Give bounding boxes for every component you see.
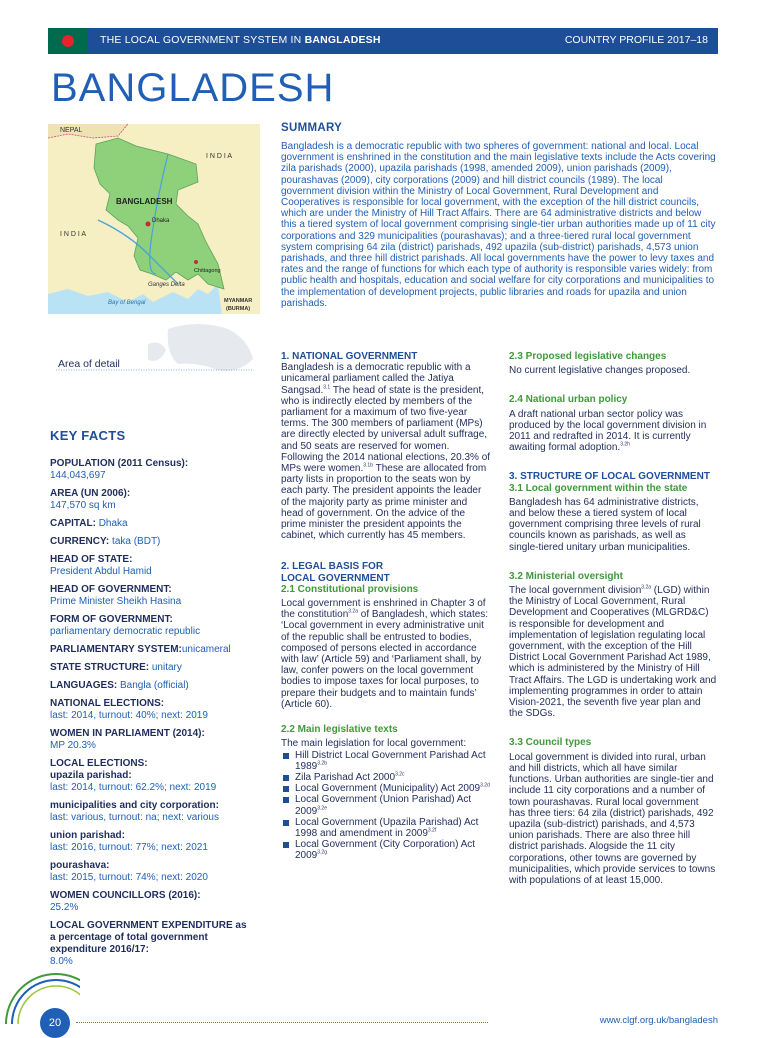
map-label-chittagong: Chittagong <box>194 268 221 274</box>
map-label-bay: Bay of Bengal <box>108 300 146 306</box>
key-fact-item: HEAD OF STATE: President Abdul Hamid <box>50 554 152 577</box>
key-fact-item: PARLIAMENTARY SYSTEM:unicameral <box>50 644 231 655</box>
section-2-1-title: 2.1 Constitutional provisions <box>281 583 419 595</box>
key-fact-item: NATIONAL ELECTIONS: last: 2014, turnout: 40%; next: 2019 <box>50 698 208 721</box>
map-label-bangladesh: BANGLADESH <box>116 197 173 206</box>
section-3-2-title: 3.2 Ministerial oversight <box>509 570 623 582</box>
country-map <box>48 124 260 388</box>
legislation-list <box>281 750 491 862</box>
dhaka-marker-icon <box>146 222 151 227</box>
map-caption: Area of detail <box>58 358 120 370</box>
map-label-burma: (BURMA) <box>226 306 251 312</box>
key-fact-item: WOMEN COUNCILLORS (2016): 25.2% <box>50 890 201 913</box>
key-fact-item: WOMEN IN PARLIAMENT (2014): MP 20.3% <box>50 728 205 751</box>
bangladesh-flag-icon <box>48 28 88 54</box>
map-label-india-w: I N D I A <box>60 231 87 238</box>
section-1-text: Bangladesh is a democratic republic with a unicameral parliament called the Jatiya Sangsad.$^{3.1}$ The head of state is the president, who is indirectly elected by members of the parliament for a maximum of two five-year terms. The 300 members of parliament (MPs) are directly elected by universal adult suffrage, and 50 seats are reserved for women. Following the 2014 national elections, 20.3% of MPs were women.$^{3.1b}$ These are allocated from party lists in proportion to the seats won by each party. The president appoints the leader of the majority party as prime minister and head of government. On the advice of the prime minister the president appoints the cabinet, which currently has 45 members. <box>281 362 491 542</box>
list-item: Local Government (City Corporation) Act $2009^{3.2g}$ <box>281 839 491 861</box>
list-item: Zila Parishad Act $2000^{3.2c}$ <box>281 772 491 783</box>
key-fact-item: LANGUAGES: Bangla (official) <box>50 680 189 691</box>
map-label-india-ne: I N D I A <box>206 153 233 160</box>
column-right <box>509 351 717 886</box>
footer-url-link[interactable]: www.clgf.org.uk/bangladesh <box>599 1015 718 1026</box>
key-fact-item: POPULATION (2011 Census): 144,043,697 <box>50 458 189 481</box>
key-fact-item: municipalities and city corporation: last: various, turnout: na; next: various <box>50 800 219 823</box>
section-3-2-text: The local government division$^{3.2a}$ (LGD) within the Ministry of Local Government, Rural Development and Cooperatives (MLGRD&C) is responsible for development and implementation of legislation regulating local government, with the exception of the Hill District Local Government Parishad Act 1989, which is administered by the Ministry of Hill Tract Affairs. The LGD is undertaking work and implementing programmes in order to attain Vision-2021, the seventh five year plan and the SDGs. <box>509 584 717 720</box>
section-2-title: 2. LEGAL BASIS FOR LOCAL GOVERNMENT <box>281 561 390 584</box>
section-2-3-text: No current legislative changes proposed. <box>509 365 691 377</box>
list-item: Hill District Local Government Parishad Act $1989^{3.2b}$ <box>281 750 491 772</box>
page-title: BANGLADESH <box>51 66 335 110</box>
key-fact-item: CAPITAL: Dhaka <box>50 518 128 529</box>
key-fact-item: union parishad: last: 2016, turnout: 77%; next: 2021 <box>50 830 208 853</box>
header-title: THE LOCAL GOVERNMENT SYSTEM IN BANGLADESH <box>100 34 381 46</box>
map-label-dhaka: Dhaka <box>152 218 170 224</box>
section-3-3-text: Local government is divided into rural, urban and hill districts, which all have similar functions. Urban authorities are single-tier and include 11 city corporations and a number of town pourashavas. Rural local government has three tiers: 64 zila (district) parishads, 492 upazila (sub-district) parishads, and 4,573 union parishads. There are also three hill district parishads. Alogside the 11 city corporations, other towns are governed by municipalities, which provide services to towns with populations of at least 15,000. <box>509 751 716 886</box>
key-fact-item: CURRENCY: taka (BDT) <box>50 536 161 547</box>
section-2-1-text: Local government is enshrined in Chapter 3 of the constitution$^{3.2a}$ of Bangladesh, which states: ‘Local government in every administrative unit of the republic shall be entrusted to bodies, composed of persons elected in accordance with law’ (Article 59) and ‘Parliament shall, by law, confer powers on the local government bodies to impose taxes for local purposes, to prepare their budgets and to maintain funds’ (Article 60). <box>281 598 489 710</box>
key-fact-item: FORM OF GOVERNMENT: parliamentary democratic republic <box>50 614 201 637</box>
key-fact-item: AREA (UN 2006): 147,570 sq km <box>50 488 131 511</box>
page-number: 20 <box>48 1017 62 1029</box>
footer-divider <box>76 1022 488 1023</box>
section-2-2-intro: The main legislation for local government: <box>281 738 467 750</box>
summary-title: SUMMARY <box>281 122 343 134</box>
section-1-title: 1. NATIONAL GOVERNMENT <box>281 351 418 362</box>
key-fact-item: LOCAL ELECTIONS: <box>50 758 148 769</box>
section-2-3-title: 2.3 Proposed legislative changes <box>509 351 667 362</box>
key-fact-item: upazila parishad: last: 2014, turnout: 62.2%; next: 2019 <box>50 770 217 793</box>
key-fact-item: LOCAL GOVERNMENT EXPENDITURE as a percentage of total government expenditure 2016/17: 8.0% <box>50 920 247 967</box>
key-facts-list <box>50 458 250 968</box>
section-3-3-title: 3.3 Council types <box>509 737 592 749</box>
section-3-title: 3. STRUCTURE OF LOCAL GOVERNMENT <box>509 471 710 483</box>
map-label-nepal: NEPAL <box>60 127 83 134</box>
list-item: Local Government (Union Parishad) Act $2009^{3.2e}$ <box>281 794 491 816</box>
key-fact-item: pourashava: last: 2015, turnout: 74%; next: 2020 <box>50 860 208 883</box>
list-item: Local Government (Upazila Parishad) Act 1998 and amendment in $2009^{3.2f}$ <box>281 817 491 839</box>
column-middle <box>281 351 491 862</box>
key-facts-title: KEY FACTS <box>50 428 126 443</box>
key-fact-item: STATE STRUCTURE: unitary <box>50 662 182 673</box>
header-right-label: COUNTRY PROFILE 2017–18 <box>564 34 708 46</box>
section-2-2-title: 2.2 Main legislative texts <box>281 724 398 736</box>
list-item: Local Government (Municipality) Act $2009^{3.2d}$ <box>281 783 491 794</box>
section-2-4-text: A draft national urban sector policy was produced by the local government division in 2011 and redrafted in 2014. It is currently awaiting formal adoption.$^{3.2h}$ <box>509 408 707 454</box>
header-band <box>48 28 718 54</box>
map-label-myanmar: MYANMAR <box>224 298 253 304</box>
map-label-ganges: Ganges Delta <box>148 282 185 288</box>
section-3-1-text: Bangladesh has 64 administrative districts, and below these a tiered system of local government comprising three levels of rural councils known as parishads, as well as single-tiered unitary urban municipalities. <box>509 496 701 553</box>
section-2-4-title: 2.4 National urban policy <box>509 394 628 406</box>
section-3-1-title: 3.1 Local government within the state <box>509 482 688 494</box>
key-fact-item: HEAD OF GOVERNMENT: Prime Minister Sheikh Hasina <box>50 584 182 607</box>
page-number-badge <box>40 1008 70 1038</box>
summary-text: Bangladesh is a democratic republic with two spheres of government: national and local. Local government is enshrined in the constitution and the main legislative texts include the Acts covering zila parishads (2000), upazila parishads (1998, amended 2009), union parishads (2009), pourashavas (2009), city corporations (2009) and hill district councils (1989). The local government division within the Ministry of Local Government, Rural Development and Cooperatives is responsible for local government, with the exception of the hill district councils, which are under the Ministry of Hill Tract Affairs. There are 64 administrative districts and below this a tiered system of local government comprising single-tier urban authorities made up of 11 city corporations and 329 municipalities (pourashavas); and a three-tiered rural local government system comprising 64 zila (district) parishads, 492 upazila (sub-district) parishads, 4,573 union parishads, and three hill district parishads. All local governments have the power to levy taxes and rates and the range of functions for which each type of authority is responsible varies widely: from public health and hospitals, education and social welfare for city corporations and municipalities to the implementation of development projects, public libraries and roads for upazila and union parishads. <box>281 141 716 309</box>
